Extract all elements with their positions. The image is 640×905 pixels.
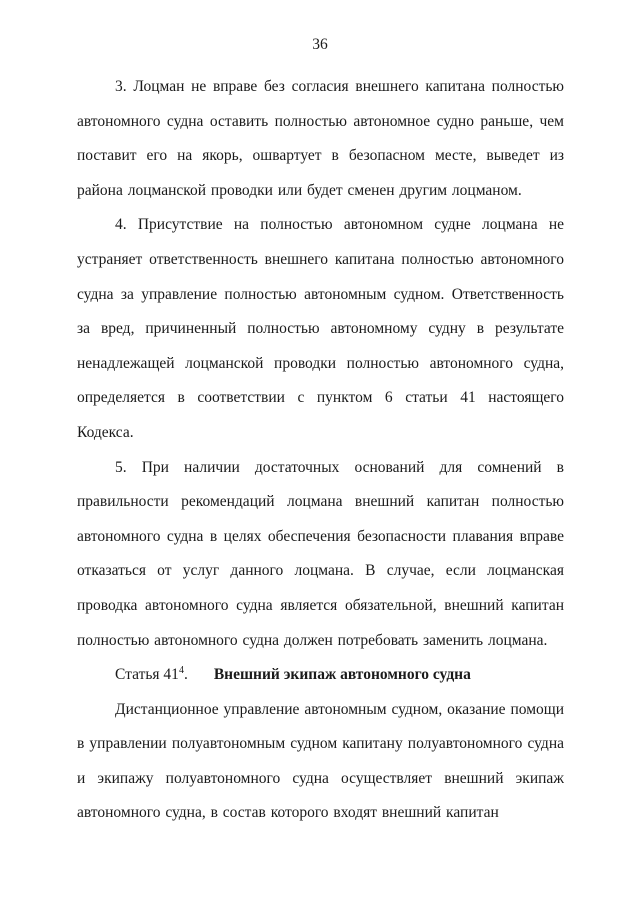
- article-number-suffix: .: [183, 666, 188, 684]
- article-heading: [77, 658, 564, 693]
- article-number-superscript: 4: [178, 665, 184, 677]
- paragraph-3: 3. Лоцман не вправе без согласия внешнего капитана полностью автономного судна оставить полностью автономное судно раньше, чем поставит его на якорь, ошвартует в безопасном месте, выведет из района лоцманской проводки или будет сменен другим лоцманом.: [77, 78, 564, 199]
- article-number: [115, 666, 188, 683]
- paragraph-4: 4. Присутствие на полностью автономном судне лоцмана не устраняет ответственность внешнего капитана полностью автономного судна за управление полностью автономным судном. Ответственность за вред, причиненный полностью автономному судну в результате ненадлежащей лоцманской проводки полностью автономного судна, определяется в соответствии с пунктом 6 статьи 41 настоящего Кодекса.: [77, 216, 564, 441]
- article-title: Внешний экипаж автономного судна: [213, 666, 471, 684]
- paragraph-5: 5. При наличии достаточных оснований для сомнений в правильности рекомендаций лоцмана внешний капитан полностью автономного судна в целях обеспечения безопасности плавания вправе отказаться от услуг данного лоцмана. В случае, если лоцманская проводка автономного судна является обязательной, внешний капитан полностью автономного судна должен потребовать заменить лоцмана.: [77, 458, 564, 649]
- document-body: [77, 70, 564, 831]
- article-number-prefix: Статья 41: [115, 666, 179, 684]
- page-number: 36: [312, 36, 328, 53]
- article-paragraph: Дистанционное управление автономным судном, оказание помощи в управлении полуавтономным судном капитану полуавтономного судна и экипажу полуавтономного судна осуществляет внешний экипаж автономного судна, в состав которого входят внешний капитан: [77, 700, 564, 822]
